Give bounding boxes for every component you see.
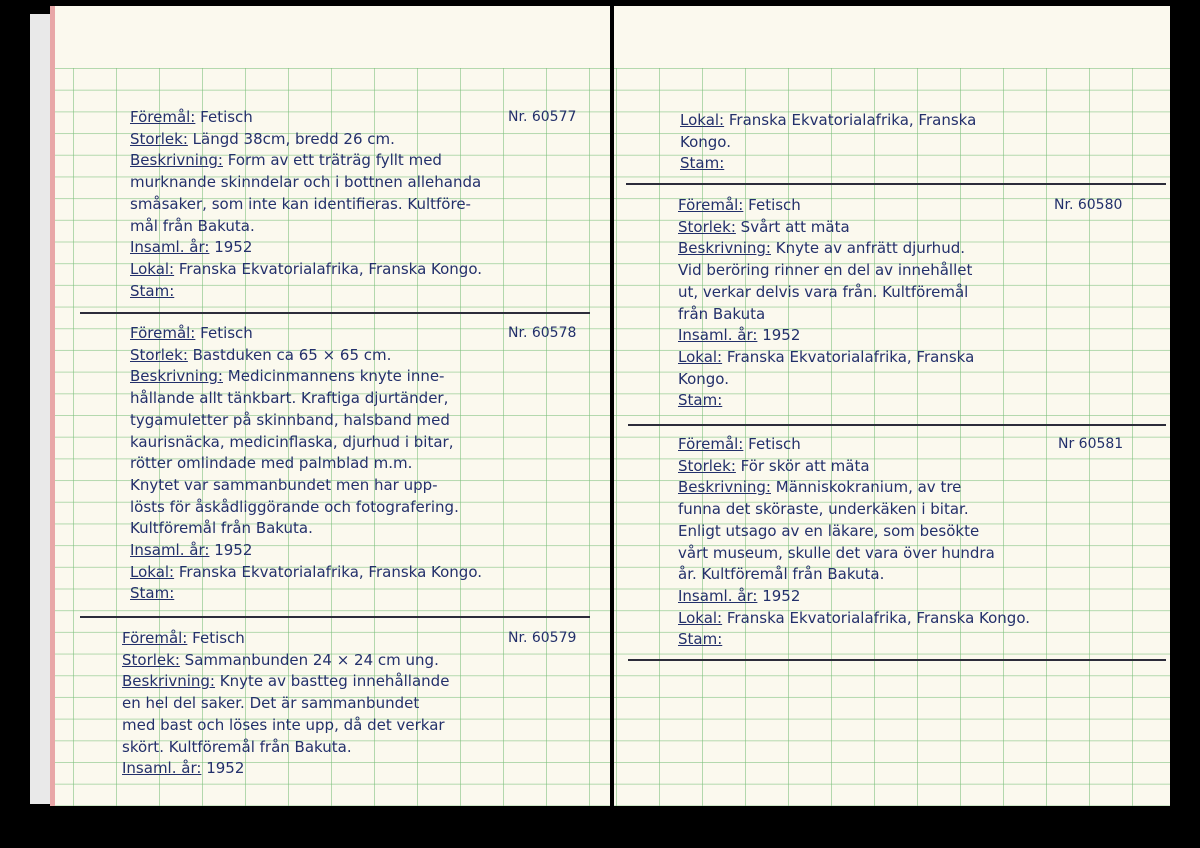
entry-divider [80,312,590,314]
beskrivning-label: Beskrivning: [122,672,215,691]
catalog-number: Nr. 60580 [1054,197,1123,213]
lokal-line: Kongo. [680,132,731,151]
lokal-value: Franska Ekvatorialafrika, Franska Kongo. [726,608,1031,627]
lokal-label: Lokal: [678,608,723,627]
catalog-entry-continuation [680,110,976,175]
beskrivning-line: år. Kultföremål från Bakuta. [678,565,885,584]
entry-divider [626,183,1166,185]
stam-label: Stam: [678,391,723,410]
lokal-line: Franska Ekvatorialafrika, Franska [726,347,975,366]
beskrivning-line: kaurisnäcka, medicinflaska, djurhud i bitar, [130,432,454,451]
lokal-line: Franska Ekvatorialafrika, Franska [728,111,977,129]
foremal-value: Fetisch [748,196,801,214]
page-header-area [614,6,1170,68]
insaml-label: Insaml. år: [678,586,758,605]
insaml-value: 1952 [214,541,253,560]
lokal-line: Kongo. [678,369,729,388]
catalog-entry-60578 [130,323,482,605]
foremal-value: Fetisch [200,324,253,342]
beskrivning-line: tygamuletter på skinnband, halsband med [130,410,450,429]
beskrivning-line: Enligt utsago av en läkare, som besökte [678,521,980,540]
entry-divider [80,616,590,618]
beskrivning-line: Människokranium, av tre [775,478,962,497]
beskrivning-line: skört. Kultföremål från Bakuta. [122,737,352,756]
beskrivning-line: Vid beröring rinner en del av innehållet [678,261,973,280]
foremal-label: Föremål: [678,196,744,214]
beskrivning-line: ut, verkar delvis vara från. Kultföremål [678,282,969,301]
storlek-label: Storlek: [122,650,180,669]
foremal-value: Fetisch [748,435,801,453]
storlek-label: Storlek: [678,217,736,236]
beskrivning-line: vårt museum, skulle det vara över hundra [678,543,995,562]
storlek-value: Sammanbunden 24 × 24 cm ung. [184,650,439,669]
entry-divider [628,424,1166,426]
lokal-label: Lokal: [130,259,175,278]
beskrivning-line: Knytet var sammanbundet men har upp- [130,475,438,494]
catalog-number: Nr. 60578 [508,325,577,341]
notebook-page-edge [30,14,52,804]
page-header-area [50,6,610,68]
catalog-number: Nr. 60579 [508,630,577,646]
foremal-label: Föremål: [130,324,196,342]
storlek-value: Svårt att mäta [740,217,850,236]
beskrivning-line: mål från Bakuta. [130,216,255,235]
catalog-number: Nr. 60577 [508,109,577,125]
foremal-label: Föremål: [122,629,188,647]
insaml-value: 1952 [206,759,245,778]
storlek-value: Längd 38cm, bredd 26 cm. [192,129,395,148]
insaml-value: 1952 [214,238,253,257]
beskrivning-line: från Bakuta [678,304,766,323]
beskrivning-line: murknande skinndelar och i bottnen allehanda [130,173,482,192]
catalog-entry-60581 [678,434,1030,651]
beskrivning-line: Medicinmannens knyte inne- [227,367,445,386]
catalog-number: Nr 60581 [1058,436,1124,452]
beskrivning-label: Beskrivning: [130,367,223,386]
red-margin-line [50,6,55,806]
foremal-value: Fetisch [192,629,245,647]
beskrivning-line: funna det sköraste, underkäken i bitar. [678,500,969,519]
foremal-label: Föremål: [678,435,744,453]
beskrivning-line: lösts för åskådliggörande och fotografering. [130,497,459,516]
lokal-label: Lokal: [130,562,175,581]
beskrivning-line: småsaker, som inte kan identifieras. Kultföre- [130,194,471,213]
foremal-label: Föremål: [130,108,196,126]
lokal-label: Lokal: [678,347,723,366]
storlek-label: Storlek: [130,345,188,364]
beskrivning-line: Kultföremål från Bakuta. [130,519,313,538]
storlek-value: Bastduken ca 65 × 65 cm. [192,345,392,364]
catalog-entry-60580 [678,195,974,412]
insaml-value: 1952 [762,586,801,605]
left-page [50,6,610,806]
entry-divider [628,659,1166,661]
insaml-value: 1952 [762,326,801,345]
insaml-label: Insaml. år: [122,759,202,778]
beskrivning-line: hållande allt tänkbart. Kraftiga djurtänder, [130,389,449,408]
lokal-value: Franska Ekvatorialafrika, Franska Kongo. [178,259,483,278]
insaml-label: Insaml. år: [678,326,758,345]
beskrivning-line: Knyte av bastteg innehållande [219,672,450,691]
beskrivning-line: en hel del saker. Det är sammanbundet [122,694,420,713]
right-page [614,6,1170,806]
storlek-label: Storlek: [130,129,188,148]
beskrivning-line: Knyte av anfrätt djurhud. [775,239,965,258]
foremal-value: Fetisch [200,108,253,126]
beskrivning-line: med bast och löses inte upp, då det verkar [122,715,445,734]
insaml-label: Insaml. år: [130,541,210,560]
beskrivning-label: Beskrivning: [678,239,771,258]
stam-label: Stam: [678,630,723,649]
stam-label: Stam: [130,281,175,300]
beskrivning-line: rötter omlindade med palmblad m.m. [130,454,413,473]
beskrivning-label: Beskrivning: [678,478,771,497]
insaml-label: Insaml. år: [130,238,210,257]
lokal-label: Lokal: [680,111,725,129]
storlek-value: För skör att mäta [740,456,870,475]
catalog-entry-60577 [130,107,482,302]
stam-label: Stam: [130,584,175,603]
beskrivning-line: Form av ett träträg fyllt med [227,151,442,170]
catalog-entry-60579 [122,628,449,780]
lokal-value: Franska Ekvatorialafrika, Franska Kongo. [178,562,483,581]
beskrivning-label: Beskrivning: [130,151,223,170]
stam-label: Stam: [680,154,725,173]
storlek-label: Storlek: [678,456,736,475]
